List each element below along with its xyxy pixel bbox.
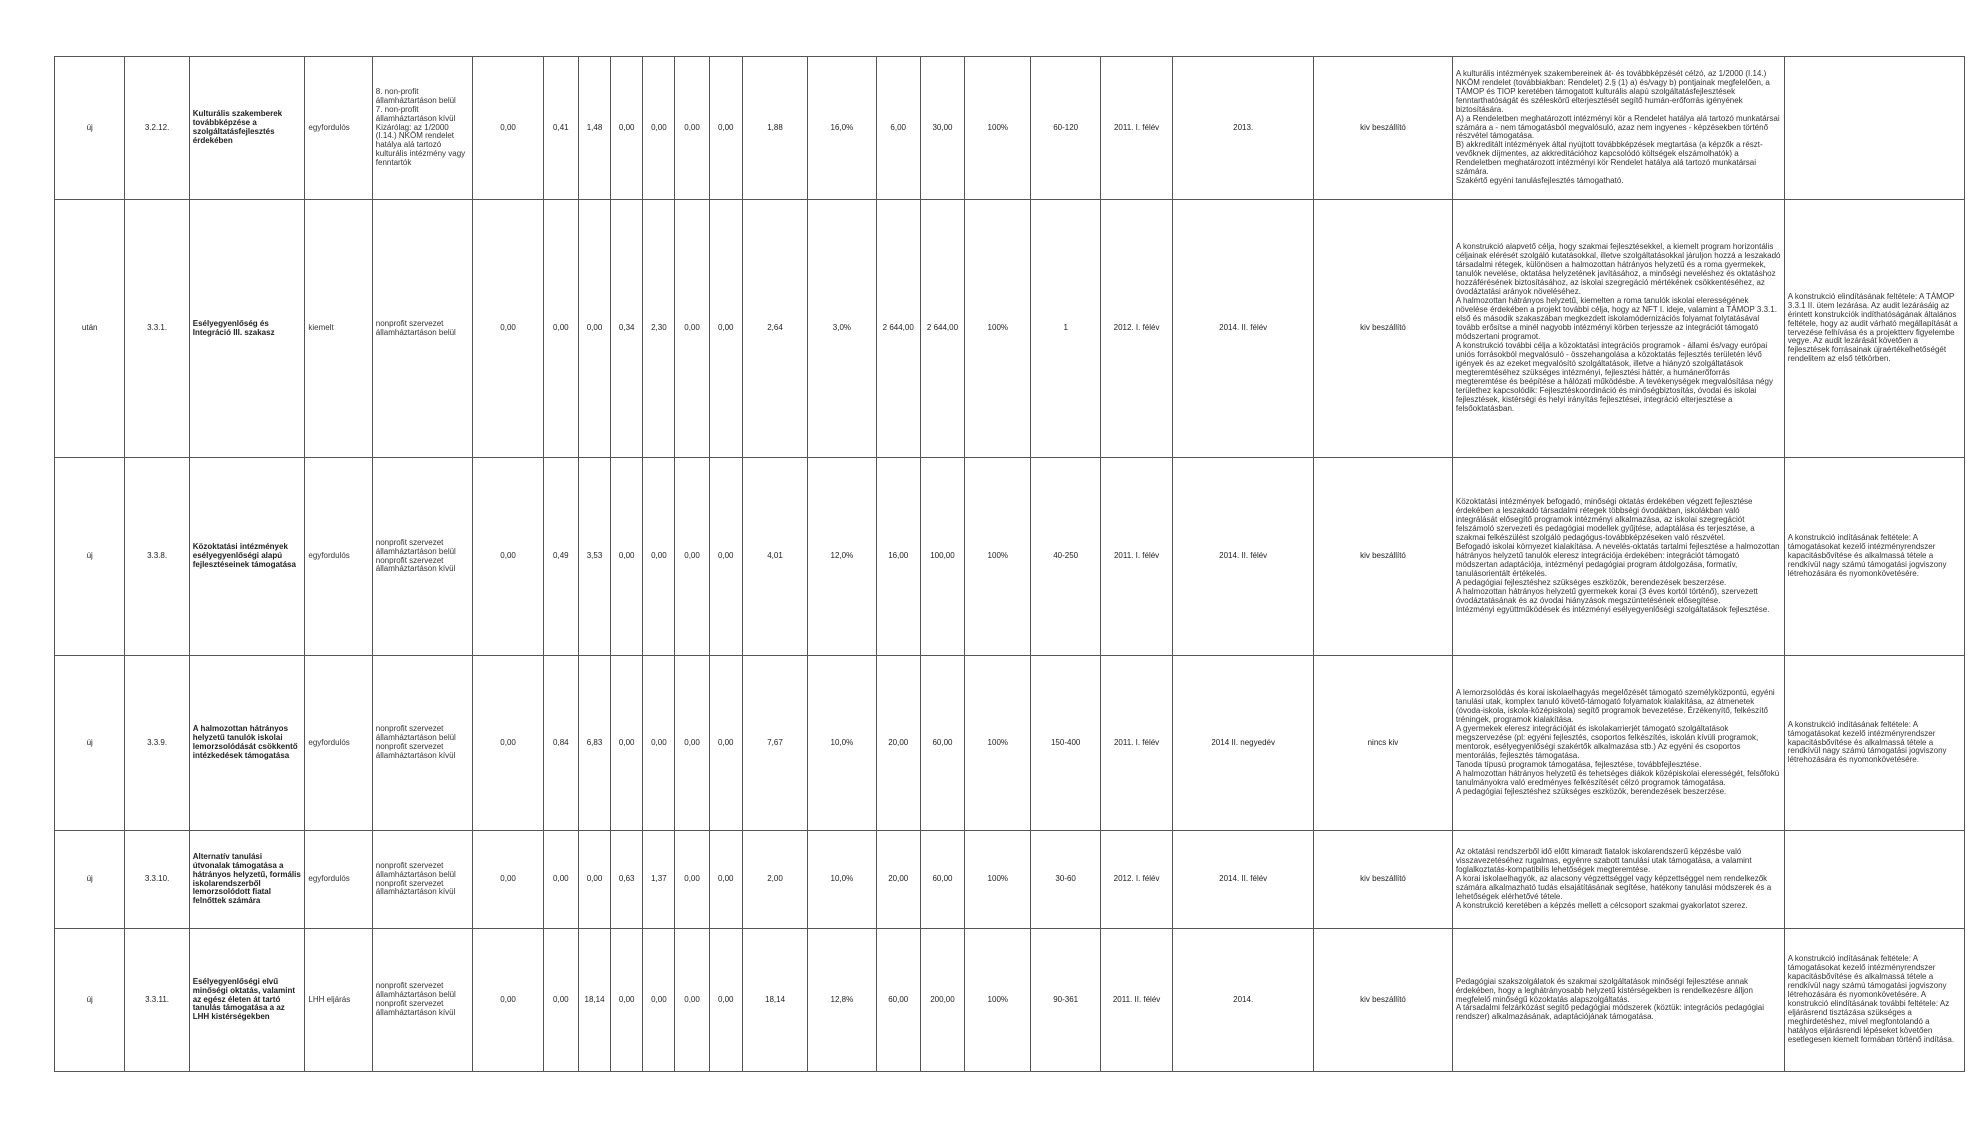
table-row (55, 57, 1965, 200)
percent-cell: 10,0% (808, 656, 876, 831)
value-cell: 1,48 (578, 57, 610, 200)
end-cell: 2014. II. félév (1173, 200, 1314, 458)
max-amount-cell: 200,00 (920, 929, 964, 1072)
title-cell: Esélyegyenlőség és Integráció III. szakasz (189, 200, 305, 458)
percent-cell: 3,0% (808, 200, 876, 458)
method-cell: egyfordulós (305, 57, 372, 200)
value-cell: 0,34 (611, 200, 643, 458)
conditions-cell: A konstrukció indításának feltétele: A támogatásokat kezelő intézményrendszer kapacitásbővítése és alkalmassá tétele a rendkívül nagy számú támogatási jogviszony létrehozására és nyomonkövetésére. (1784, 458, 1964, 656)
description-cell: Pedagógiai szakszolgálatok és szakmai szolgáltatások minőségi fejlesztése annak érdekében, hogy a leghátrányosabb helyzetű kistérségekben is rendelkezésre álljon megfelelő minőségű közoktatás alapszolgáltatás. A társadalmi felzárkózást segítő pedagógiai módszerek (köztük: integrációs pedagógiai rendszer) alkalmazásának, adaptációjának támogatása. (1452, 929, 1784, 1072)
count-cell: 30-60 (1031, 831, 1100, 929)
title-cell: Közoktatási intézmények esélyegyenlőségi alapú fejlesztéseinek támogatása (189, 458, 305, 656)
value-cell: 0,00 (675, 57, 709, 200)
value-cell: 0,00 (709, 458, 742, 656)
type-cell: kiv beszállító (1314, 57, 1453, 200)
value-cell: 0,00 (709, 57, 742, 200)
aid-rate-cell: 100% (965, 57, 1031, 200)
value-cell: 0,84 (543, 656, 578, 831)
conditions-cell (1784, 831, 1964, 929)
aid-rate-cell: 100% (965, 200, 1031, 458)
conditions-cell: A konstrukció indításának feltétele: A támogatásokat kezelő intézményrendszer kapacitásbővítése és alkalmassá tétele a rendkívül nagy számú támogatási jogviszony létrehozására és nyomonkövetésére. (1784, 656, 1964, 831)
total-cell: 4,01 (742, 458, 807, 656)
max-amount-cell: 60,00 (920, 831, 964, 929)
value-cell: 0,00 (643, 57, 675, 200)
value-cell: 0,00 (643, 656, 675, 831)
beneficiary-cell: 8. non-profit államháztartáson belül 7. non-profit államháztartáson kívül Kizárólag: az 1/2000 (I.14.) NKÖM rendelet hatálya alá tartozó kulturális intézmény vagy fenntartók (372, 57, 473, 200)
start-cell: 2012. I. félév (1100, 831, 1172, 929)
value-cell: 0,00 (709, 200, 742, 458)
value-cell: 0,00 (709, 831, 742, 929)
description-cell: A kulturális intézmények szakembereinek át- és továbbképzését célzó, az 1/2000 (I.14.) NKÖM rendelet (továbbiakban: Rendelet) 2.§ (1) a) és/vagy b) pontjainak megfelelően, a TÁMOP és TIOP keretében támogatott kulturális alapú szolgáltatásfejlesztések fenntarthatóságát és széleskörű elterjesztését segítő humán-erőforrás igényének biztosítására. A) a Rendeletben meghatározott intézményi kör a Rendelet hatálya alá tartozó munkatársai számára a - nem támogatásból megvalósuló, azaz nem ingyenes - képzésekben történő részvétel támogatása. B) akkreditált intézmények által nyújtott továbbképzések megtartása (a képzők a részt-vevőknek díjmentes, az akkreditációhoz kapcsolódó költségek elszámolhatók) a Rendeletben meghatározott intézményi kör Rendelet hatálya alá tartozó munkatársai számára. Szakértő egyéni tanulásfejlesztés támogatható. (1452, 57, 1784, 200)
value-cell: 0,00 (473, 458, 543, 656)
value-cell: 0,41 (543, 57, 578, 200)
total-cell: 7,67 (742, 656, 807, 831)
beneficiary-cell: nonprofit szervezet államháztartáson belül nonprofit szervezet államháztartáson kívül (372, 656, 473, 831)
count-cell: 1 (1031, 200, 1100, 458)
value-cell: 0,00 (473, 200, 543, 458)
type-cell: kiv beszállító (1314, 200, 1453, 458)
value-cell: 0,00 (675, 831, 709, 929)
code-cell: 3.2.12. (125, 57, 189, 200)
type-cell: nincs kiv (1314, 656, 1453, 831)
value-cell: 0,00 (611, 458, 643, 656)
table-row (55, 200, 1965, 458)
value-cell: 0,00 (543, 929, 578, 1072)
min-amount-cell: 16,00 (876, 458, 920, 656)
table-row (55, 831, 1965, 929)
value-cell: 0,00 (675, 200, 709, 458)
value-cell: 0,00 (578, 200, 610, 458)
max-amount-cell: 100,00 (920, 458, 964, 656)
total-cell: 2,64 (742, 200, 807, 458)
value-cell: 18,14 (578, 929, 610, 1072)
type-cell: kiv beszállító (1314, 929, 1453, 1072)
min-amount-cell: 60,00 (876, 929, 920, 1072)
start-cell: 2011. II. félév (1100, 929, 1172, 1072)
table-row (55, 656, 1965, 831)
conditions-cell: A konstrukció elindításának feltétele: A TÁMOP 3.3.1 II. ütem lezárása. Az audit lezárásáig az érintett konstrukciók indíthatóságának általános feltétele, hogy az audit várható megállapítását a tervezése felhívása és a projektterv figyelembe vegye. Az audit lezárását követően a fejlesztések forrásainak újraértékelhetőségét rendelitem az első tétkörben. (1784, 200, 1964, 458)
value-cell: 0,00 (473, 656, 543, 831)
method-cell: egyfordulós (305, 656, 372, 831)
table-row (55, 458, 1965, 656)
aid-rate-cell: 100% (965, 458, 1031, 656)
beneficiary-cell: nonprofit szervezet államháztartáson belül nonprofit szervezet államháztartáson kívül (372, 458, 473, 656)
type-cell: kiv beszállító (1314, 458, 1453, 656)
value-cell: 0,00 (611, 57, 643, 200)
value-cell: 0,00 (473, 831, 543, 929)
percent-cell: 12,0% (808, 458, 876, 656)
code-cell: 3.3.10. (125, 831, 189, 929)
start-cell: 2012. I. félév (1100, 200, 1172, 458)
value-cell: 0,00 (473, 929, 543, 1072)
total-cell: 18,14 (742, 929, 807, 1072)
status-cell: új (55, 458, 125, 656)
status-cell: új (55, 656, 125, 831)
title-cell: Alternatív tanulási útvonalak támogatása a hátrányos helyzetű, formális iskolarendszerből lemorzsolódott fiatal felnőttek számára (189, 831, 305, 929)
title-cell: A halmozottan hátrányos helyzetű tanulók iskolai lemorzsolódását csökkentő intézkedések támogatása (189, 656, 305, 831)
description-cell: A konstrukció alapvető célja, hogy szakmai fejlesztésekkel, a kiemelt program horizontális céljainak elérését szolgáló kutatásokkal, illetve szolgáltatásokkal járuljon hozzá a leszakadó társadalmi rétegek, különösen a halmozottan hátrányos helyzetű és a roma gyermekek, tanulók nevelése, oktatása helyzetének javításához, a minőségi neveléshez és oktatáshoz hozzáférésének biztosításához, az iskolai szegregáció mértékének csökkentéséhez, az óvodáztatási arányok növeléséhez. A halmozottan hátrányos helyzetű, kiemelten a roma tanulók iskolai elerességének növelése érdekében a projekt további célja, hogy az NFT I. ideje, valamint a TÁMOP 3.3.1. első és második szakaszában megkezdett iskolamódernizációs folyamat folytatásával tovább erősítse a minél nagyobb intézményi körben terjessze az integrációt támogató módszertani programot. A konstrukció további célja a közoktatási integrációs programok - állami és/vagy európai uniós forrásokból megvalósuló - összehangolása a közoktatás fejlesztés területén lévő igények és az ezeket megvalósító szolgáltatások, illetve a hiányzó szolgáltatások megteremtéséhez szükséges intézményi, fejlesztési háttér, a humánerőforrás megteremtése és beépítése a hálózati működésbe. A tevékenységek megvalósítása négy területhez kapcsolódik: Fejlesztéskoordináció és minőségbiztosítás, óvodai és iskolai fejlesztések, kistérségi és helyi irányítás fejlesztései, integráció elterjesztése a felsőoktatásban. (1452, 200, 1784, 458)
value-cell: 0,00 (543, 831, 578, 929)
status-cell: után (55, 200, 125, 458)
beneficiary-cell: nonprofit szervezet államháztartáson belül nonprofit szervezet államháztartáson kívül (372, 929, 473, 1072)
value-cell: 0,00 (675, 458, 709, 656)
end-cell: 2014. II. félév (1173, 458, 1314, 656)
value-cell: 0,63 (611, 831, 643, 929)
max-amount-cell: 30,00 (920, 57, 964, 200)
total-cell: 1,88 (742, 57, 807, 200)
value-cell: 0,00 (675, 929, 709, 1072)
value-cell: 0,49 (543, 458, 578, 656)
code-cell: 3.3.1. (125, 200, 189, 458)
end-cell: 2014 II. negyedév (1173, 656, 1314, 831)
start-cell: 2011. I. félév (1100, 57, 1172, 200)
aid-rate-cell: 100% (965, 929, 1031, 1072)
value-cell: 0,00 (709, 929, 742, 1072)
value-cell: 6,83 (578, 656, 610, 831)
percent-cell: 16,0% (808, 57, 876, 200)
conditions-cell (1784, 57, 1964, 200)
end-cell: 2014. II. félév (1173, 831, 1314, 929)
aid-rate-cell: 100% (965, 656, 1031, 831)
data-table (54, 56, 1965, 1072)
value-cell: 0,00 (709, 656, 742, 831)
value-cell: 1,37 (643, 831, 675, 929)
code-cell: 3.3.11. (125, 929, 189, 1072)
end-cell: 2014. (1173, 929, 1314, 1072)
count-cell: 90-361 (1031, 929, 1100, 1072)
code-cell: 3.3.8. (125, 458, 189, 656)
method-cell: egyfordulós (305, 831, 372, 929)
min-amount-cell: 6,00 (876, 57, 920, 200)
table-row (55, 929, 1965, 1072)
method-cell: kiemelt (305, 200, 372, 458)
value-cell: 3,53 (578, 458, 610, 656)
method-cell: egyfordulós (305, 458, 372, 656)
start-cell: 2011. I. félév (1100, 458, 1172, 656)
method-cell: LHH eljárás (305, 929, 372, 1072)
table-body (55, 57, 1965, 1072)
title-cell: Esélyegyenlőségi elvű minőségi oktatás, valamint az egész életen át tartó tanulás támogatása a az LHH kistérségekben (189, 929, 305, 1072)
status-cell: új (55, 831, 125, 929)
value-cell: 0,00 (543, 200, 578, 458)
type-cell: kiv beszállító (1314, 831, 1453, 929)
description-cell: Közoktatási intézmények befogadó, minőségi oktatás érdekében végzett fejlesztése érdekében a leszakadó társadalmi rétegek többségi óvodákban, iskolákban való integrálását elősegítő programok intézményi alkalmazása, az iskolai szegregációt felszámoló szervezeti és pedagógiai modellek gyűjtése, adaptálása és terjesztése, a szakmai felkészülést szolgáló pedagógus-továbbképzéseken való részvétel. Befogadó iskolai környezet kialakítása. A nevelés-oktatás tartalmi fejlesztése a halmozottan hátrányos helyzetű tanulók eleresz integrációja érdekében: integrációt támogató módszertan adaptációja, intézményi pedagógiai program átdolgozása, formatív, tanulásorientált értékelés. A pedagógiai fejlesztéshez szükséges eszközök, berendezések beszerzése. A halmozottan hátrányos helyzetű gyermekek korai (3 éves kortól történő), szervezett óvodáztatásának és az óvodai hiányzások megszüntetésének elősegítése. Intézményi együttműködések és intézményi esélyegyenlőségi szolgáltatások fejlesztése. (1452, 458, 1784, 656)
beneficiary-cell: nonprofit szervezet államháztartáson belül (372, 200, 473, 458)
value-cell: 0,00 (643, 458, 675, 656)
value-cell: 0,00 (675, 656, 709, 831)
min-amount-cell: 20,00 (876, 656, 920, 831)
value-cell: 0,00 (578, 831, 610, 929)
value-cell: 2,30 (643, 200, 675, 458)
value-cell: 0,00 (611, 929, 643, 1072)
title-cell: Kulturális szakemberek továbbképzése a szolgáltatásfejlesztés érdekében (189, 57, 305, 200)
total-cell: 2,00 (742, 831, 807, 929)
min-amount-cell: 20,00 (876, 831, 920, 929)
value-cell: 0,00 (611, 656, 643, 831)
min-amount-cell: 2 644,00 (876, 200, 920, 458)
count-cell: 150-400 (1031, 656, 1100, 831)
code-cell: 3.3.9. (125, 656, 189, 831)
max-amount-cell: 2 644,00 (920, 200, 964, 458)
start-cell: 2011. I. félév (1100, 656, 1172, 831)
value-cell: 0,00 (473, 57, 543, 200)
status-cell: új (55, 929, 125, 1072)
count-cell: 40-250 (1031, 458, 1100, 656)
value-cell: 0,00 (643, 929, 675, 1072)
beneficiary-cell: nonprofit szervezet államháztartáson belül nonprofit szervezet államháztartáson kívül (372, 831, 473, 929)
max-amount-cell: 60,00 (920, 656, 964, 831)
description-cell: Az oktatási rendszerből idő előtt kimaradt fiatalok iskolarendszerű képzésbe való visszavezetéséhez rugalmas, egyénre szabott tanulási utak támogatása, a valamint foglalkoztatás-kompatibilis lehetőségek megteremtése. A korai iskolaelhagyók, az alacsony végzettséggel vagy képzettséggel nem rendelkezők számára alkalmazható tudás elsajátításának segítése, hatékony tanulási módszerek és a lehetőségek elérhetővé tétele. A konstrukció keretében a képzés mellett a célcsoport szakmai gyakorlatot szerez. (1452, 831, 1784, 929)
aid-rate-cell: 100% (965, 831, 1031, 929)
count-cell: 60-120 (1031, 57, 1100, 200)
conditions-cell: A konstrukció indításának feltétele: A támogatásokat kezelő intézményrendszer kapacitásbővítése és alkalmassá tétele a rendkívül nagy számú támogatási jogviszony létrehozására és nyomonkövetésére. A konstrukció elindításának további feltétele: Az eljárásrend tisztázása szükséges a meghirdetéshez, mivel megfontolandó a hatályos eljárásrendi lépéseket követően esetlegesen kiemelt formában történő indítása. (1784, 929, 1964, 1072)
percent-cell: 12,8% (808, 929, 876, 1072)
description-cell: A lemorzsolódás és korai iskolaelhagyás megelőzését támogató személyközpontú, egyéni tanulási utak, komplex tanuló követő-támogató folyamatok kialakítása, az átmenetek (óvoda-iskola, iskola-középiskola) segítő programok bevezetése. Érzékenyítő, felkészítő tréningek, programok kialakítása. A gyermekek eleresz integrációját és iskolakarrierjét támogató szolgáltatások megszervezése (pl: egyéni fejlesztés, csoportos felkészítés, iskolán kívüli programok, mentorok, esélyegyenlőségi szakértők alkalmazása stb.) Az egyéni és csoportos mentorálás, fejlesztés támogatása. Tanoda típusú programok támogatása, fejlesztése, továbbfejlesztése. A halmozottan hátrányos helyzetű és tehetséges diákok középiskolai elerességét, felsőfokú tanulmányokra való eredményes felkészítését célzó programok támogatása. A pedagógiai fejlesztéshez szükséges eszközök, berendezések beszerzése. (1452, 656, 1784, 831)
end-cell: 2013. (1173, 57, 1314, 200)
status-cell: új (55, 57, 125, 200)
percent-cell: 10,0% (808, 831, 876, 929)
